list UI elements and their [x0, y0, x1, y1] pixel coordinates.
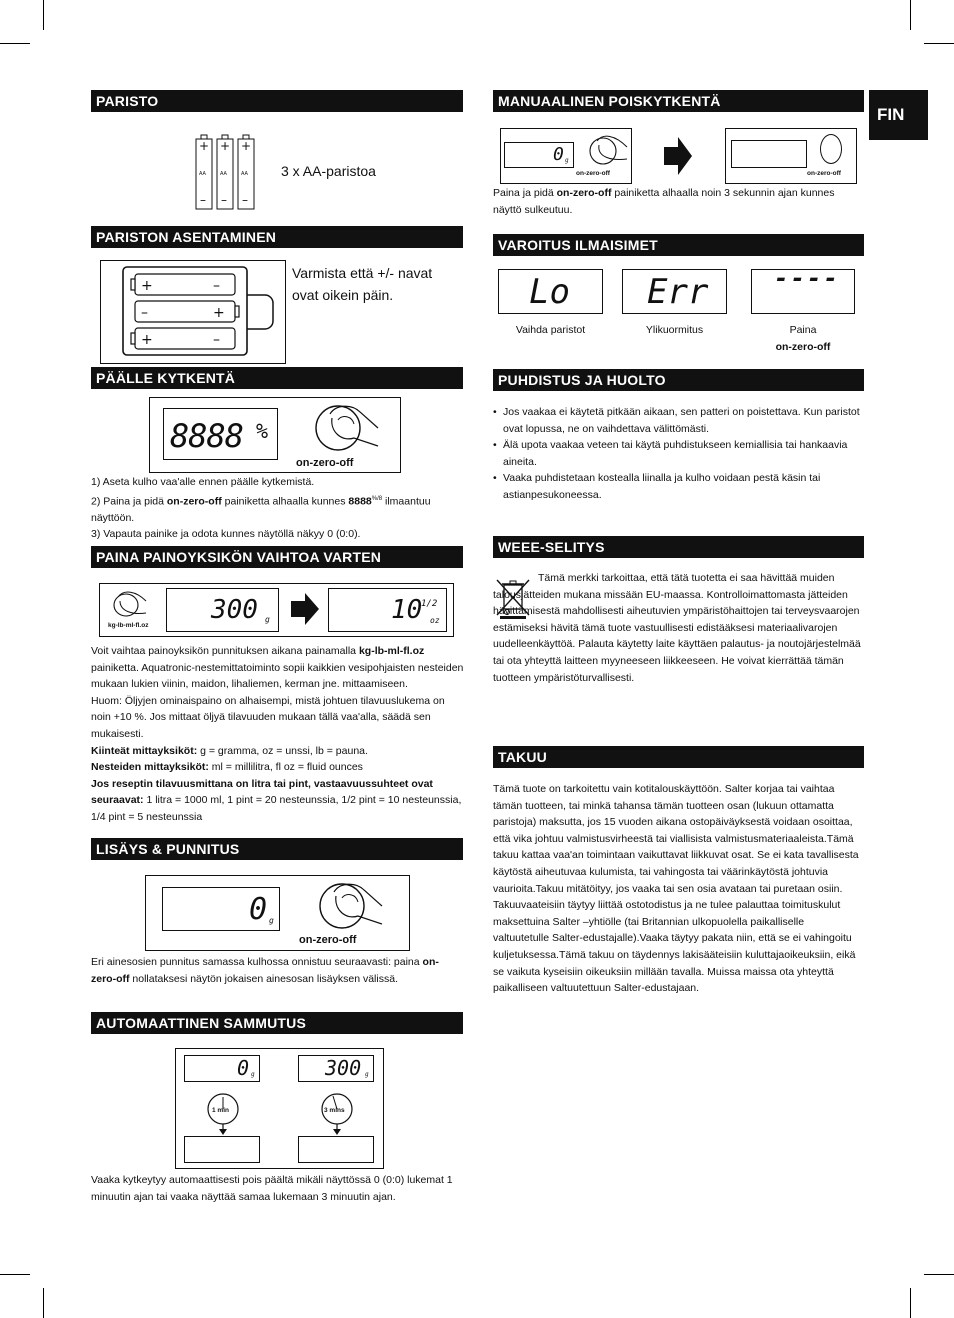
warning-display-lo	[498, 269, 603, 314]
svg-text:–: –	[221, 193, 227, 207]
section-title-warnings: VAROITUS ILMAISIMET	[493, 234, 864, 256]
lcd-unit: g	[251, 1071, 255, 1078]
section-title-add-weigh: LISÄYS & PUNNITUS	[91, 838, 463, 860]
warranty-text	[493, 781, 861, 997]
add-weigh-illustration	[145, 875, 410, 951]
text-run: Paina ja pidä	[493, 187, 557, 199]
text-run: nollataksesi näytön jokaisen ainesosan lisäyksen välissä.	[129, 972, 398, 985]
svg-text:+: +	[220, 139, 231, 153]
text-run-bold: on-zero-off	[556, 187, 612, 199]
arrow-right-icon	[289, 591, 321, 627]
unit-button-icon	[110, 589, 150, 619]
lcd-unit-indicator: %	[256, 419, 269, 443]
warning-label-lo: Vaihda paristot	[515, 324, 586, 336]
unit-button-label: kg-lb-ml-fl.oz	[108, 622, 149, 629]
crop-mark	[910, 0, 911, 30]
auto-off-text	[91, 1172, 463, 1205]
language-tab: FIN	[869, 90, 928, 140]
care-list	[493, 404, 861, 504]
section-title-auto-off: AUTOMAATTINEN SAMMUTUS	[91, 1012, 463, 1034]
lcd-digits: 10	[391, 595, 423, 625]
section-title-manual-off: MANUAALINEN POISKYTKENTÄ	[493, 90, 864, 112]
auto-off-paragraph: Vaaka kytkeytyy automaattisesti pois päältä mikäli näyttössä 0 (0:0) lukemat 1 minuutin ajan tai vaaka näyttää samaa lukemaan 3 minuutin ajan.	[91, 1174, 453, 1203]
svg-text:AA: AA	[199, 171, 206, 177]
auto-off-illustration	[175, 1048, 384, 1169]
text-run: ilmaantuu näyttöön.	[91, 495, 431, 524]
units-paragraph-4	[91, 759, 464, 776]
text-run: Voit vaihtaa painoyksikön punnituksen aikana painamalla	[91, 645, 359, 657]
manual-off-paragraph	[493, 185, 863, 218]
lcd-display	[504, 142, 574, 168]
lcd-unit: oz	[430, 616, 440, 625]
lcd-digits: ----	[774, 264, 840, 292]
crop-mark	[910, 1288, 911, 1318]
lcd-display-after	[328, 588, 447, 632]
lcd-unit: g	[365, 1071, 369, 1078]
section-title-power-on: PÄÄLLE KYTKENTÄ	[91, 367, 463, 389]
section-title-weee: WEEE-SELITYS	[493, 536, 864, 558]
svg-text:AA: AA	[220, 171, 227, 177]
text-run-bold: Nesteiden mittayksiköt:	[91, 761, 209, 774]
battery-compartment-illustration	[100, 260, 286, 364]
svg-text:–: –	[141, 305, 148, 321]
warning-label-dashes	[751, 322, 855, 355]
manual-off-after-illustration	[725, 128, 857, 184]
warning-label-err: Ylikuormitus	[645, 324, 704, 336]
lcd-digits: 0	[237, 1056, 250, 1080]
lcd-display	[163, 408, 278, 460]
care-bullet: • Vaaka puhdistetaan kostealla liinalla ja kulho voidaan pestä käsin tai astianpesukoneessa.	[493, 470, 861, 503]
lcd-display	[162, 887, 280, 931]
text-run: painiketta. Aquatronic-nestemittatoiminto sopii kaikkien vesipohjaisten nesteiden mukaan lukien viinin, maidon, lihaliemen, kerman jne. mittaamiseen.	[91, 661, 464, 691]
text-run: painiketta alhaalla noin 3 sekunnin ajan kunnes näyttö sulkeutuu.	[493, 187, 835, 216]
units-paragraph-1	[91, 643, 464, 693]
lcd-fraction: 1/2	[421, 599, 438, 609]
warning-display-err	[622, 269, 727, 314]
svg-text:+: +	[199, 139, 210, 153]
lcd-unit: g	[565, 157, 569, 164]
power-on-illustration	[149, 397, 401, 473]
install-line-1: Varmista että +/- navat	[292, 265, 433, 281]
warranty-paragraph: Tämä tuote on tarkoitettu vain kotitalouskäyttöön. Salter korjaa tai vaihtaa tämän tuotteen, tai minkä tahansa tämän tuotteen osan (lukuun ottamatta paristoja) maksutta, jos 15 vuoden aikana ostopäiväyksestä voidaan osoittaa, että vika johtuu valmistusvirheestä tai viallisista valmistusmateriaaleista.Tämä takuu kattaa vaa'an toimintaan vaikuttavat liikkuvat osat. Se ei kata tavallisesta käytöstä aiheutuvaa kulumista, tai vahingosta tai väärinkäytöstä johtuvia vaurioita.Takuu mitätöityy, jos vaaka tai sen osia avataan tai puretaan osiin. Takuuvaateisiin täytyy liittää ostotodistus ja ne tulee palauttaa toimituskulut maksettuina Salter –yhtiölle (tai Britannian ulkopuolella paikalliselle valtuutetulle Salter-edustajalle).Vaaka täytyy pakata niin, että se ei vahingoitu kuljetuksessa.Tämä takuu on täydennys lakisääteisiin kuluttajaoikeuksiin, eikä se vaikuta kyseisiin oikeuksiin millään tavalla. Muissa maissa ota yhteyttä paikalliseen valtuutettuun Salter-edustajaan.	[493, 783, 859, 995]
svg-text:–: –	[213, 332, 220, 348]
section-title-units: PAINA PAINOYKSIKÖN VAIHTOA VARTEN	[91, 546, 463, 568]
svg-text:+: +	[241, 139, 252, 153]
weee-text	[493, 570, 861, 686]
button-circle-icon	[820, 134, 842, 164]
lcd-digits: Lo	[529, 272, 570, 312]
warning-label-line-1: Paina	[789, 324, 817, 336]
manual-off-before-illustration	[500, 128, 632, 184]
svg-text:–: –	[200, 193, 206, 207]
add-weigh-paragraph	[91, 954, 463, 987]
lcd-display-left	[184, 1055, 260, 1082]
text-run-bold: Jos reseptin tilavuusmittana on litra tai pint, vastaavuussuhteet ovat seuraavat:	[91, 777, 433, 807]
text-run-sup: %/8	[371, 495, 383, 502]
svg-text:–: –	[242, 193, 248, 207]
unit-change-illustration	[99, 583, 454, 637]
power-button-label: on-zero-off	[296, 457, 354, 469]
warning-display-dashes	[751, 264, 855, 314]
lcd-digits: 0	[249, 892, 268, 927]
text-run: ml = millilitra, fl oz = fluid ounces	[208, 761, 363, 774]
lcd-digits: 0	[553, 144, 564, 165]
text-run-bold: on-zero-off	[91, 956, 439, 985]
text-run: 2) Paina ja pidä	[91, 495, 167, 508]
zero-button-label: on-zero-off	[299, 934, 357, 946]
install-text	[292, 262, 432, 306]
finger-button-icon	[312, 400, 382, 456]
section-title-warranty: TAKUU	[493, 746, 864, 768]
off-button-label: on-zero-off	[576, 170, 610, 177]
text-run: painiketta alhaalla kunnes	[221, 495, 349, 508]
section-title-battery: PARISTO	[91, 90, 463, 112]
finger-button-icon	[316, 878, 386, 934]
lcd-display-off-right	[298, 1136, 374, 1163]
section-title-install: PARISTON ASENTAMINEN	[91, 226, 463, 248]
crop-mark	[924, 43, 954, 44]
install-line-2: ovat oikein päin.	[292, 287, 394, 303]
power-on-step-3: 3) Vapauta painike ja odota kunnes näytöllä näkyy 0 (0:0).	[91, 528, 361, 541]
crop-mark	[43, 0, 44, 30]
lcd-digits: 300	[211, 595, 258, 625]
units-paragraph-2: Huom: Öljyjen ominaispaino on alhaisempi, mistä johtuen tilavuuslukema on noin +10 %. Jos mittaat öljyä tilavuuden mukaan tällä vaa'alla, säädä sen mukaisesti.	[91, 694, 445, 740]
units-text	[91, 643, 464, 826]
lcd-display-before	[166, 588, 279, 632]
lcd-digits: 300	[325, 1056, 362, 1080]
power-on-step-1: 1) Aseta kulho vaa'alle ennen päälle kytkemistä.	[91, 476, 315, 488]
lcd-display-off	[731, 140, 807, 168]
crop-mark	[0, 43, 30, 44]
lcd-unit: g	[269, 916, 274, 925]
battery-illustration	[193, 134, 259, 212]
text-run-bold: on-zero-off	[166, 495, 222, 508]
timer-label-right: 3 mins	[324, 1107, 345, 1114]
svg-text:–: –	[213, 278, 220, 294]
care-bullet: • Älä upota vaakaa veteen tai käytä puhdistukseen kemiallisia tai hankaavia aineita.	[493, 437, 861, 470]
text-run: 1 litra = 1000 ml, 1 pint = 20 nesteunssia, 1/2 pint = 10 nesteunssia, 1/4 pint = 5 nesteunssia	[91, 794, 462, 823]
crop-mark	[924, 1274, 954, 1275]
manual-off-text	[493, 185, 863, 218]
timer-label-left: 1 min	[212, 1107, 229, 1114]
lcd-unit: g	[265, 615, 270, 624]
svg-text:+: +	[141, 278, 153, 294]
text-run-bold: 8888	[348, 495, 372, 508]
lcd-digits: 8888	[170, 417, 244, 455]
weee-paragraph: Tämä merkki tarkoittaa, että tätä tuotetta ei saa hävittää muiden talousjätteiden mukana missään EU-maassa. Kontrolloimattomasta jätteiden hävittämisestä mahdollisesti aiheutuvien ympäristöhaittojen tai terveysvaarojen estämiseksi hävitä tämä tuote vastuullisesti edistääksesi materiaalivarojen uudelleenkäyttöä. Palauta käytetty laite käyttäen palautus- ja noutojärjestelmää tai ota yhteyttä laitteen myyneeseen liikkeeseen. He voivat kierrättää tämän tuotteen ympäristöturvallisesti.	[493, 572, 861, 684]
off-button-label: on-zero-off	[807, 170, 841, 177]
text-run-bold: Kiinteät mittayksiköt:	[91, 744, 198, 757]
lcd-display-off-left	[184, 1136, 260, 1163]
warning-label-line-2: on-zero-off	[775, 340, 831, 353]
section-title-care: PUHDISTUS JA HUOLTO	[493, 369, 864, 391]
text-run-bold: kg-lb-ml-fl.oz	[358, 645, 425, 657]
svg-text:+: +	[141, 332, 153, 348]
arrow-right-icon	[662, 135, 694, 177]
finger-button-icon	[587, 133, 631, 169]
care-bullet: • Jos vaakaa ei käytetä pitkään aikaan, sen patteri on poistettava. Kun paristot ovat lopussa, ne on vaihdettava välittömästi.	[493, 404, 861, 437]
crop-mark	[0, 1274, 30, 1275]
lcd-digits: Err	[647, 272, 709, 312]
power-on-steps	[91, 474, 463, 543]
battery-caption: 3 x AA-paristoa	[281, 163, 376, 179]
crop-mark	[43, 1288, 44, 1318]
text-run: Eri ainesosien punnitus samassa kulhossa onnistuu seuraavasti: paina	[91, 956, 423, 968]
lcd-display-right	[298, 1055, 374, 1082]
svg-text:+: +	[213, 305, 225, 321]
svg-text:AA: AA	[241, 171, 248, 177]
units-paragraph-3	[91, 743, 464, 760]
add-weigh-text	[91, 954, 463, 987]
power-on-step-2	[91, 491, 463, 527]
text-run: g = gramma, oz = unssi, lb = pauna.	[197, 744, 368, 757]
units-paragraph-5	[91, 776, 464, 826]
